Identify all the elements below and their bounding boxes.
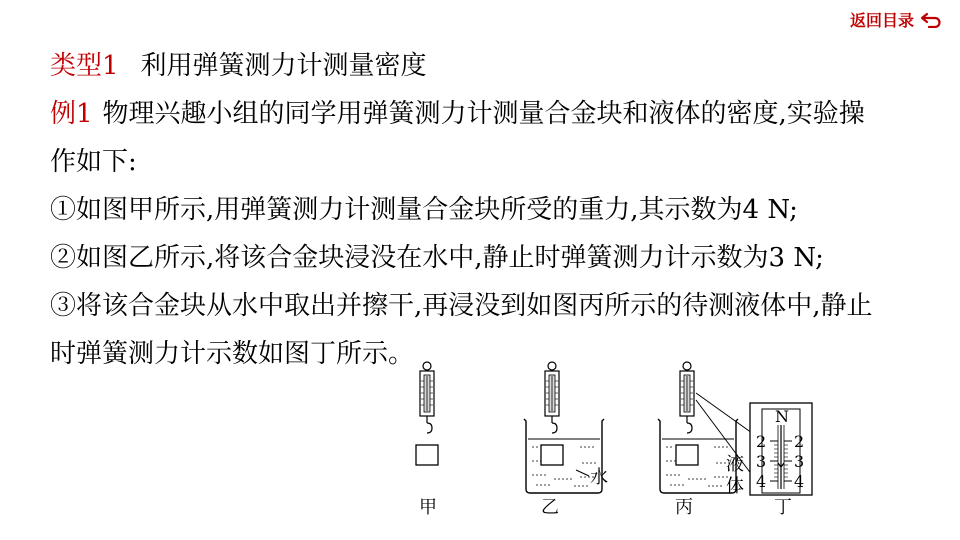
label-bing: 丙 [675,497,693,518]
label-jia: 甲 [419,497,437,518]
scale-left-3: 3 [756,452,767,471]
scale-left-2: 2 [756,432,767,451]
liquid-label-bottom: 体 [726,476,744,497]
example-intro-line-1 [50,98,865,130]
return-arrow-icon [920,12,942,28]
step-2: ②如图乙所示,将该合金块浸没在水中,静止时弹簧测力计示数为3 N; [50,243,824,273]
label-yi: 乙 [541,497,559,518]
setup-jia [416,362,438,465]
section-tag: 类型1 [50,51,119,81]
scale-unit: N [775,407,789,426]
water-label: 水 [590,467,608,488]
scale-right-2: 2 [794,432,805,451]
step-3-continued: 时弹簧测力计示数如图丁所示。 [50,339,415,369]
example-text-1: 物理兴趣小组的同学用弹簧测力计测量合金块和液体的密度,实验操 [102,99,865,129]
scale-left-4: 4 [756,472,767,491]
label-ding: 丁 [774,497,792,518]
experiment-figure [390,355,820,525]
liquid-label-top: 液 [726,454,744,475]
scale-right-3: 3 [794,452,805,471]
example-tag: 例1 [50,99,93,129]
section-heading [50,50,427,82]
step-1: ①如图甲所示,用弹簧测力计测量合金块所受的重力,其示数为4 N; [50,195,798,225]
back-to-contents-label: 返回目录 [849,11,914,30]
back-to-contents-link[interactable] [850,8,942,31]
scale-right-4: 4 [794,472,805,491]
step-3: ③将该合金块从水中取出并擦干,再浸没到如图丙所示的待测液体中,静止 [50,291,873,321]
example-text-2: 作如下: [50,147,137,177]
section-title: 利用弹簧测力计测量密度 [140,51,427,81]
